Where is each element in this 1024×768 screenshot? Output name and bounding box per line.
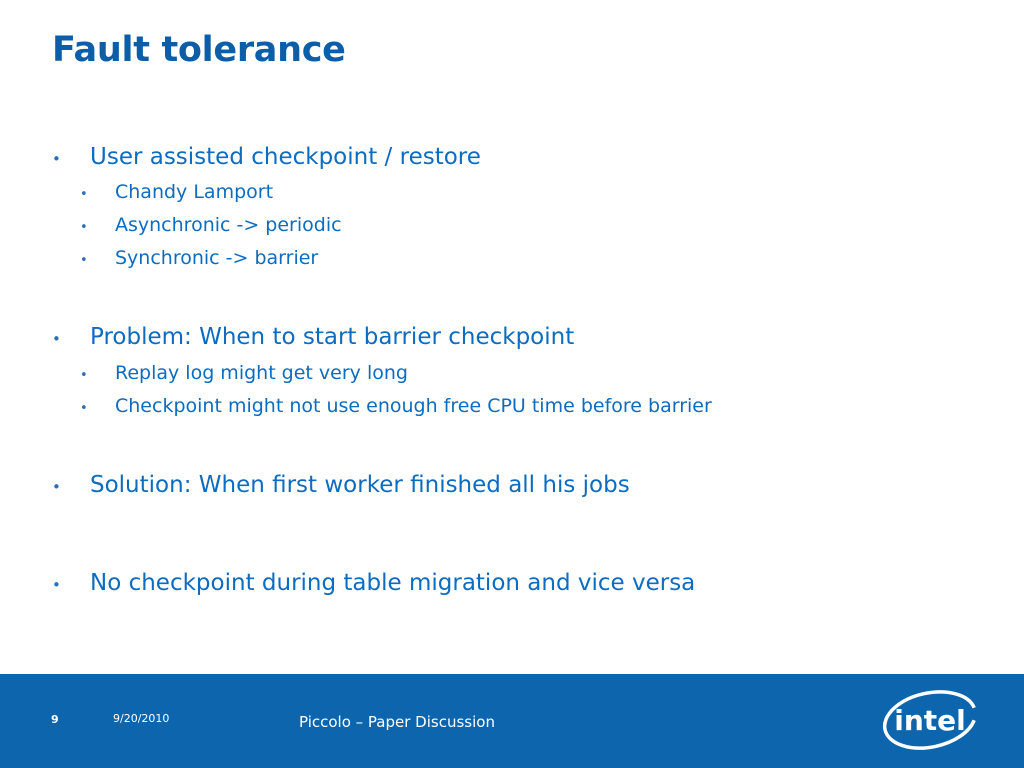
bullet-glyph: •	[80, 220, 88, 235]
sub-bullet-text: Checkpoint might not use enough free CPU time before barrier	[115, 395, 712, 417]
bullet-text: Problem: When to start barrier checkpoint	[90, 324, 575, 350]
bullet-glyph: •	[52, 478, 61, 496]
bullet-item	[52, 472, 630, 498]
intel-logo-text: intel	[894, 704, 966, 737]
footer-title: Piccolo – Paper Discussion	[299, 713, 495, 731]
sub-bullet-item	[80, 247, 318, 269]
intel-logo-icon	[880, 686, 980, 756]
bullet-item	[52, 324, 574, 350]
sub-bullet-item	[80, 214, 342, 236]
sub-bullet-item	[80, 181, 273, 203]
bullet-text: Solution: When first worker finished all his jobs	[90, 472, 630, 498]
bullet-glyph: •	[80, 401, 88, 416]
bullet-text: User assisted checkpoint / restore	[90, 144, 481, 170]
bullet-item	[52, 144, 481, 170]
sub-bullet-text: Chandy Lamport	[115, 181, 274, 203]
bullet-glyph: •	[52, 330, 61, 348]
bullet-glyph: •	[52, 150, 61, 168]
bullet-glyph: •	[80, 368, 88, 383]
bullet-text: No checkpoint during table migration and vice versa	[90, 570, 696, 596]
sub-bullet-text: Synchronic -> barrier	[115, 247, 319, 269]
footer-bar	[0, 674, 1024, 768]
sub-bullet-item	[80, 362, 408, 384]
bullet-glyph: •	[80, 253, 88, 268]
sub-bullet-item	[80, 395, 712, 417]
bullet-glyph: •	[52, 576, 61, 594]
slide-date: 9/20/2010	[113, 712, 170, 725]
page-number: 9	[51, 713, 59, 726]
slide-title: Fault tolerance	[52, 30, 346, 70]
sub-bullet-text: Replay log might get very long	[115, 362, 408, 384]
bullet-item	[52, 570, 695, 596]
sub-bullet-text: Asynchronic -> periodic	[115, 214, 342, 236]
bullet-glyph: •	[80, 187, 88, 202]
